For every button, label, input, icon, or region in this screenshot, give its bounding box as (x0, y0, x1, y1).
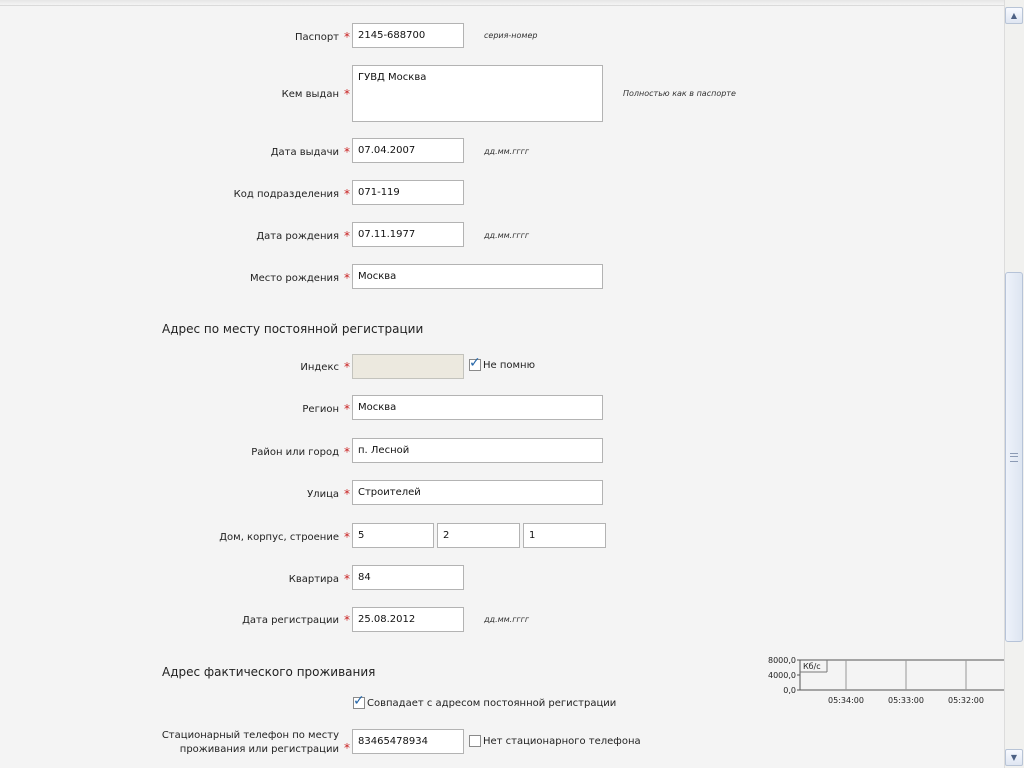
dont-remember-checkbox[interactable] (469, 355, 481, 371)
region-label: Регион (302, 404, 339, 415)
arrow-up-icon: ▲ (1010, 11, 1018, 20)
scrollbar-thumb[interactable] (1005, 272, 1023, 642)
required-mark: * (344, 30, 350, 44)
chart-unit-label: Кб/с (803, 662, 821, 671)
no-phone-checkbox[interactable] (469, 735, 481, 747)
actual-address-section-title: Адрес фактического проживания (162, 665, 376, 679)
required-mark: * (344, 360, 350, 374)
required-mark: * (344, 445, 350, 459)
dont-remember-label: Не помню (483, 360, 536, 371)
required-mark: * (344, 613, 350, 627)
registration-date-label: Дата регистрации (242, 615, 339, 626)
required-mark: * (344, 187, 350, 201)
phone-label-line2: проживания или регистрации (179, 744, 339, 755)
scroll-down-button[interactable] (1005, 749, 1023, 766)
birth-date-input[interactable]: 07.11.1977 (352, 222, 464, 247)
x-tick-label: 05:32:00 (948, 696, 984, 705)
top-border (0, 0, 1004, 6)
issue-date-label: Дата выдачи (270, 147, 339, 158)
street-label: Улица (307, 489, 339, 500)
same-address-label: Совпадает с адресом постоянной регистрации (367, 698, 617, 709)
passport-hint: серия-номер (484, 31, 538, 40)
birth-place-label: Место рождения (250, 273, 339, 284)
phone-label-line1: Стационарный телефон по месту (161, 730, 339, 741)
structure-input[interactable]: 1 (523, 523, 606, 548)
phone-input[interactable]: 83465478934 (352, 729, 464, 754)
district-input[interactable]: п. Лесной (352, 438, 603, 463)
issue-date-input[interactable]: 07.04.2007 (352, 138, 464, 163)
department-code-input[interactable]: 071-119 (352, 180, 464, 205)
check-icon: ✓ (469, 355, 481, 371)
required-mark: * (344, 87, 350, 101)
apartment-input[interactable]: 84 (352, 565, 464, 590)
required-mark: * (344, 145, 350, 159)
x-tick-label: 05:33:00 (888, 696, 924, 705)
birth-date-hint: дд.мм.гггг (484, 231, 530, 240)
check-icon: ✓ (353, 693, 365, 709)
house-label: Дом, корпус, строение (219, 532, 339, 543)
building-input[interactable]: 2 (437, 523, 520, 548)
passport-label: Паспорт (295, 32, 339, 43)
required-mark: * (344, 229, 350, 243)
department-code-label: Код подразделения (233, 189, 339, 200)
scroll-up-button[interactable] (1005, 7, 1023, 24)
index-input[interactable] (352, 354, 464, 379)
y-tick-label: 0,0 (783, 686, 796, 695)
registration-date-hint: дд.мм.гггг (484, 615, 530, 624)
phone-label (162, 729, 339, 757)
registration-section-title: Адрес по месту постоянной регистрации (162, 322, 424, 336)
index-label: Индекс (300, 362, 339, 373)
issued-by-hint: Полностью как в паспорте (623, 89, 736, 98)
y-tick-label: 4000,0 (768, 671, 796, 680)
y-tick-label: 8000,0 (768, 656, 796, 665)
registration-date-input[interactable]: 25.08.2012 (352, 607, 464, 632)
district-label: Район или город (251, 447, 339, 458)
passport-input[interactable]: 2145-688700 (352, 23, 464, 48)
birth-place-input[interactable]: Москва (352, 264, 603, 289)
house-input[interactable]: 5 (352, 523, 434, 548)
required-mark: * (344, 271, 350, 285)
issue-date-hint: дд.мм.гггг (484, 147, 530, 156)
region-input[interactable]: Москва (352, 395, 603, 420)
required-mark: * (344, 402, 350, 416)
required-mark: * (344, 741, 350, 755)
birth-date-label: Дата рождения (256, 231, 339, 242)
no-phone-label: Нет стационарного телефона (483, 736, 641, 747)
required-mark: * (344, 487, 350, 501)
apartment-label: Квартира (288, 574, 339, 585)
same-address-checkbox[interactable] (353, 693, 365, 709)
required-mark: * (344, 530, 350, 544)
issued-by-textarea[interactable]: ГУВД Москва (352, 65, 603, 122)
arrow-down-icon: ▼ (1010, 753, 1018, 762)
x-tick-label: 05:34:00 (828, 696, 864, 705)
traffic-chart (760, 650, 1004, 710)
required-mark: * (344, 572, 350, 586)
street-input[interactable]: Строителей (352, 480, 603, 505)
issued-by-label: Кем выдан (281, 89, 339, 100)
grip-icon (1010, 453, 1018, 462)
